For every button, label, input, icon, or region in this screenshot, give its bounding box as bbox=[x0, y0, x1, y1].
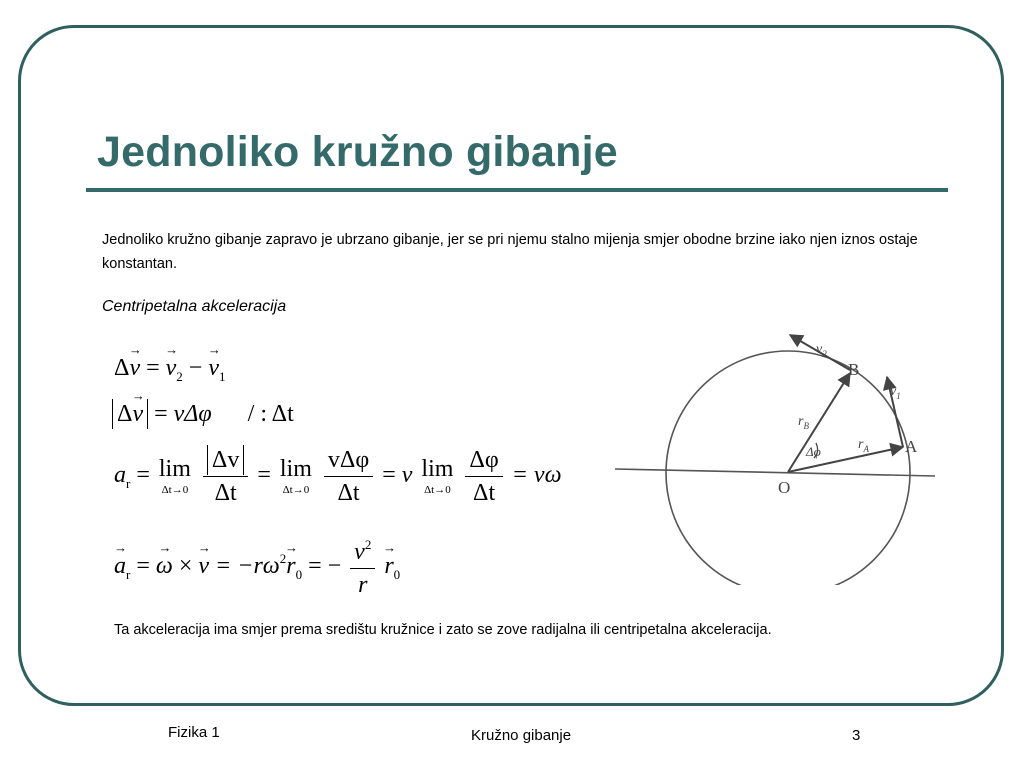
eq4-equals-2: = − bbox=[308, 553, 342, 580]
footer-course: Fizika 1 bbox=[168, 724, 220, 741]
subheading: Centripetalna akceleracija bbox=[102, 298, 287, 315]
circular-motion-diagram bbox=[600, 315, 945, 585]
footer-topic: Kružno gibanje bbox=[471, 727, 572, 744]
eq4-sup2: 2 bbox=[279, 551, 287, 567]
eq2-equals: = bbox=[154, 401, 168, 427]
eq1-equals: = bbox=[146, 355, 160, 381]
eq3-v: v bbox=[401, 462, 413, 489]
eq4-times: × bbox=[178, 553, 193, 580]
horizontal-axis bbox=[615, 469, 935, 476]
eq3-frac-2: $\frac{\text{vΔφ}}{\Delta t}$ bbox=[324, 448, 373, 505]
intro-paragraph: Jednoliko kružno gibanje zapravo je ubrzano gibanje, jer se pri njemu stalno mijenja smjer obodne brzine iako njen iznos ostaje konstantan. bbox=[102, 232, 918, 272]
label-ra: $r_A$ bbox=[858, 437, 869, 454]
eq3-lim-1: lim Δt→0 bbox=[158, 456, 191, 496]
eq4-v: → v bbox=[198, 554, 209, 578]
eq2-rhs: vΔφ bbox=[173, 401, 212, 427]
label-delta-phi: Δφ bbox=[806, 444, 821, 459]
eq3-lim-2: lim Δt→0 bbox=[279, 456, 312, 496]
equation-vector-form bbox=[114, 538, 400, 597]
eq2-divide: / : Δt bbox=[247, 401, 294, 427]
eq3-result: = vω bbox=[511, 462, 562, 489]
eq4-omega: → ω bbox=[156, 554, 173, 578]
eq1-minus: − bbox=[188, 355, 203, 381]
eq3-frac-3: $\frac{\Delta\varphi}{\Delta t}$ bbox=[465, 448, 502, 505]
eq3-equals-2: = bbox=[257, 462, 271, 489]
eq4-frac: $\frac{v^2}{r}$ bbox=[350, 538, 375, 597]
eq1-sub2: 2 bbox=[176, 369, 183, 384]
label-b: B bbox=[848, 360, 860, 379]
eq4-a: → a bbox=[114, 554, 126, 578]
eq3-sub-r: r bbox=[126, 476, 131, 492]
label-o: O bbox=[778, 478, 791, 497]
eq1-sub1: 1 bbox=[219, 369, 226, 384]
trajectory-circle bbox=[666, 351, 910, 585]
eq4-mid: = −rω bbox=[215, 553, 280, 580]
equation-radial-acceleration bbox=[114, 448, 562, 505]
eq4-sub0-2: 0 bbox=[393, 567, 401, 583]
eq1-delta: Δ bbox=[114, 355, 130, 381]
eq4-r0-2: → r bbox=[384, 554, 393, 578]
eq4-sub0: 0 bbox=[295, 567, 303, 583]
footer-page-number: 3 bbox=[852, 727, 861, 744]
slide-title: Jednoliko kružno gibanje bbox=[97, 128, 618, 176]
conclusion-text: Ta akceleracija ima smjer prema središtu kružnice i zato se zove radijalna ili centripetalna akceleracija. bbox=[114, 622, 772, 638]
eq3-equals-3: = bbox=[382, 462, 396, 489]
eq3-frac-1: $\frac{\Delta v}{\Delta t}$ bbox=[203, 448, 248, 505]
label-a: A bbox=[905, 437, 918, 456]
equation-magnitude bbox=[112, 402, 294, 426]
eq3-lim-3: lim Δt→0 bbox=[421, 456, 454, 496]
eq4-equals: = bbox=[136, 553, 150, 580]
equation-delta-v bbox=[114, 356, 226, 383]
eq1-v: → v bbox=[129, 356, 140, 380]
label-rb: $r_B$ bbox=[798, 414, 809, 431]
label-v1: $v_1$ bbox=[890, 384, 901, 401]
eq1-v1: → v bbox=[208, 356, 219, 380]
eq1-v2: → v bbox=[166, 356, 177, 380]
eq4-r0: → r bbox=[286, 554, 295, 578]
title-rule bbox=[86, 188, 948, 192]
eq4-sub-r: r bbox=[126, 567, 131, 583]
eq2-delta: Δ bbox=[117, 401, 133, 427]
eq3-equals: = bbox=[136, 462, 150, 489]
eq2-v: → v bbox=[132, 402, 143, 426]
label-v2: $v_2$ bbox=[816, 342, 827, 359]
eq3-a: a bbox=[114, 462, 126, 489]
